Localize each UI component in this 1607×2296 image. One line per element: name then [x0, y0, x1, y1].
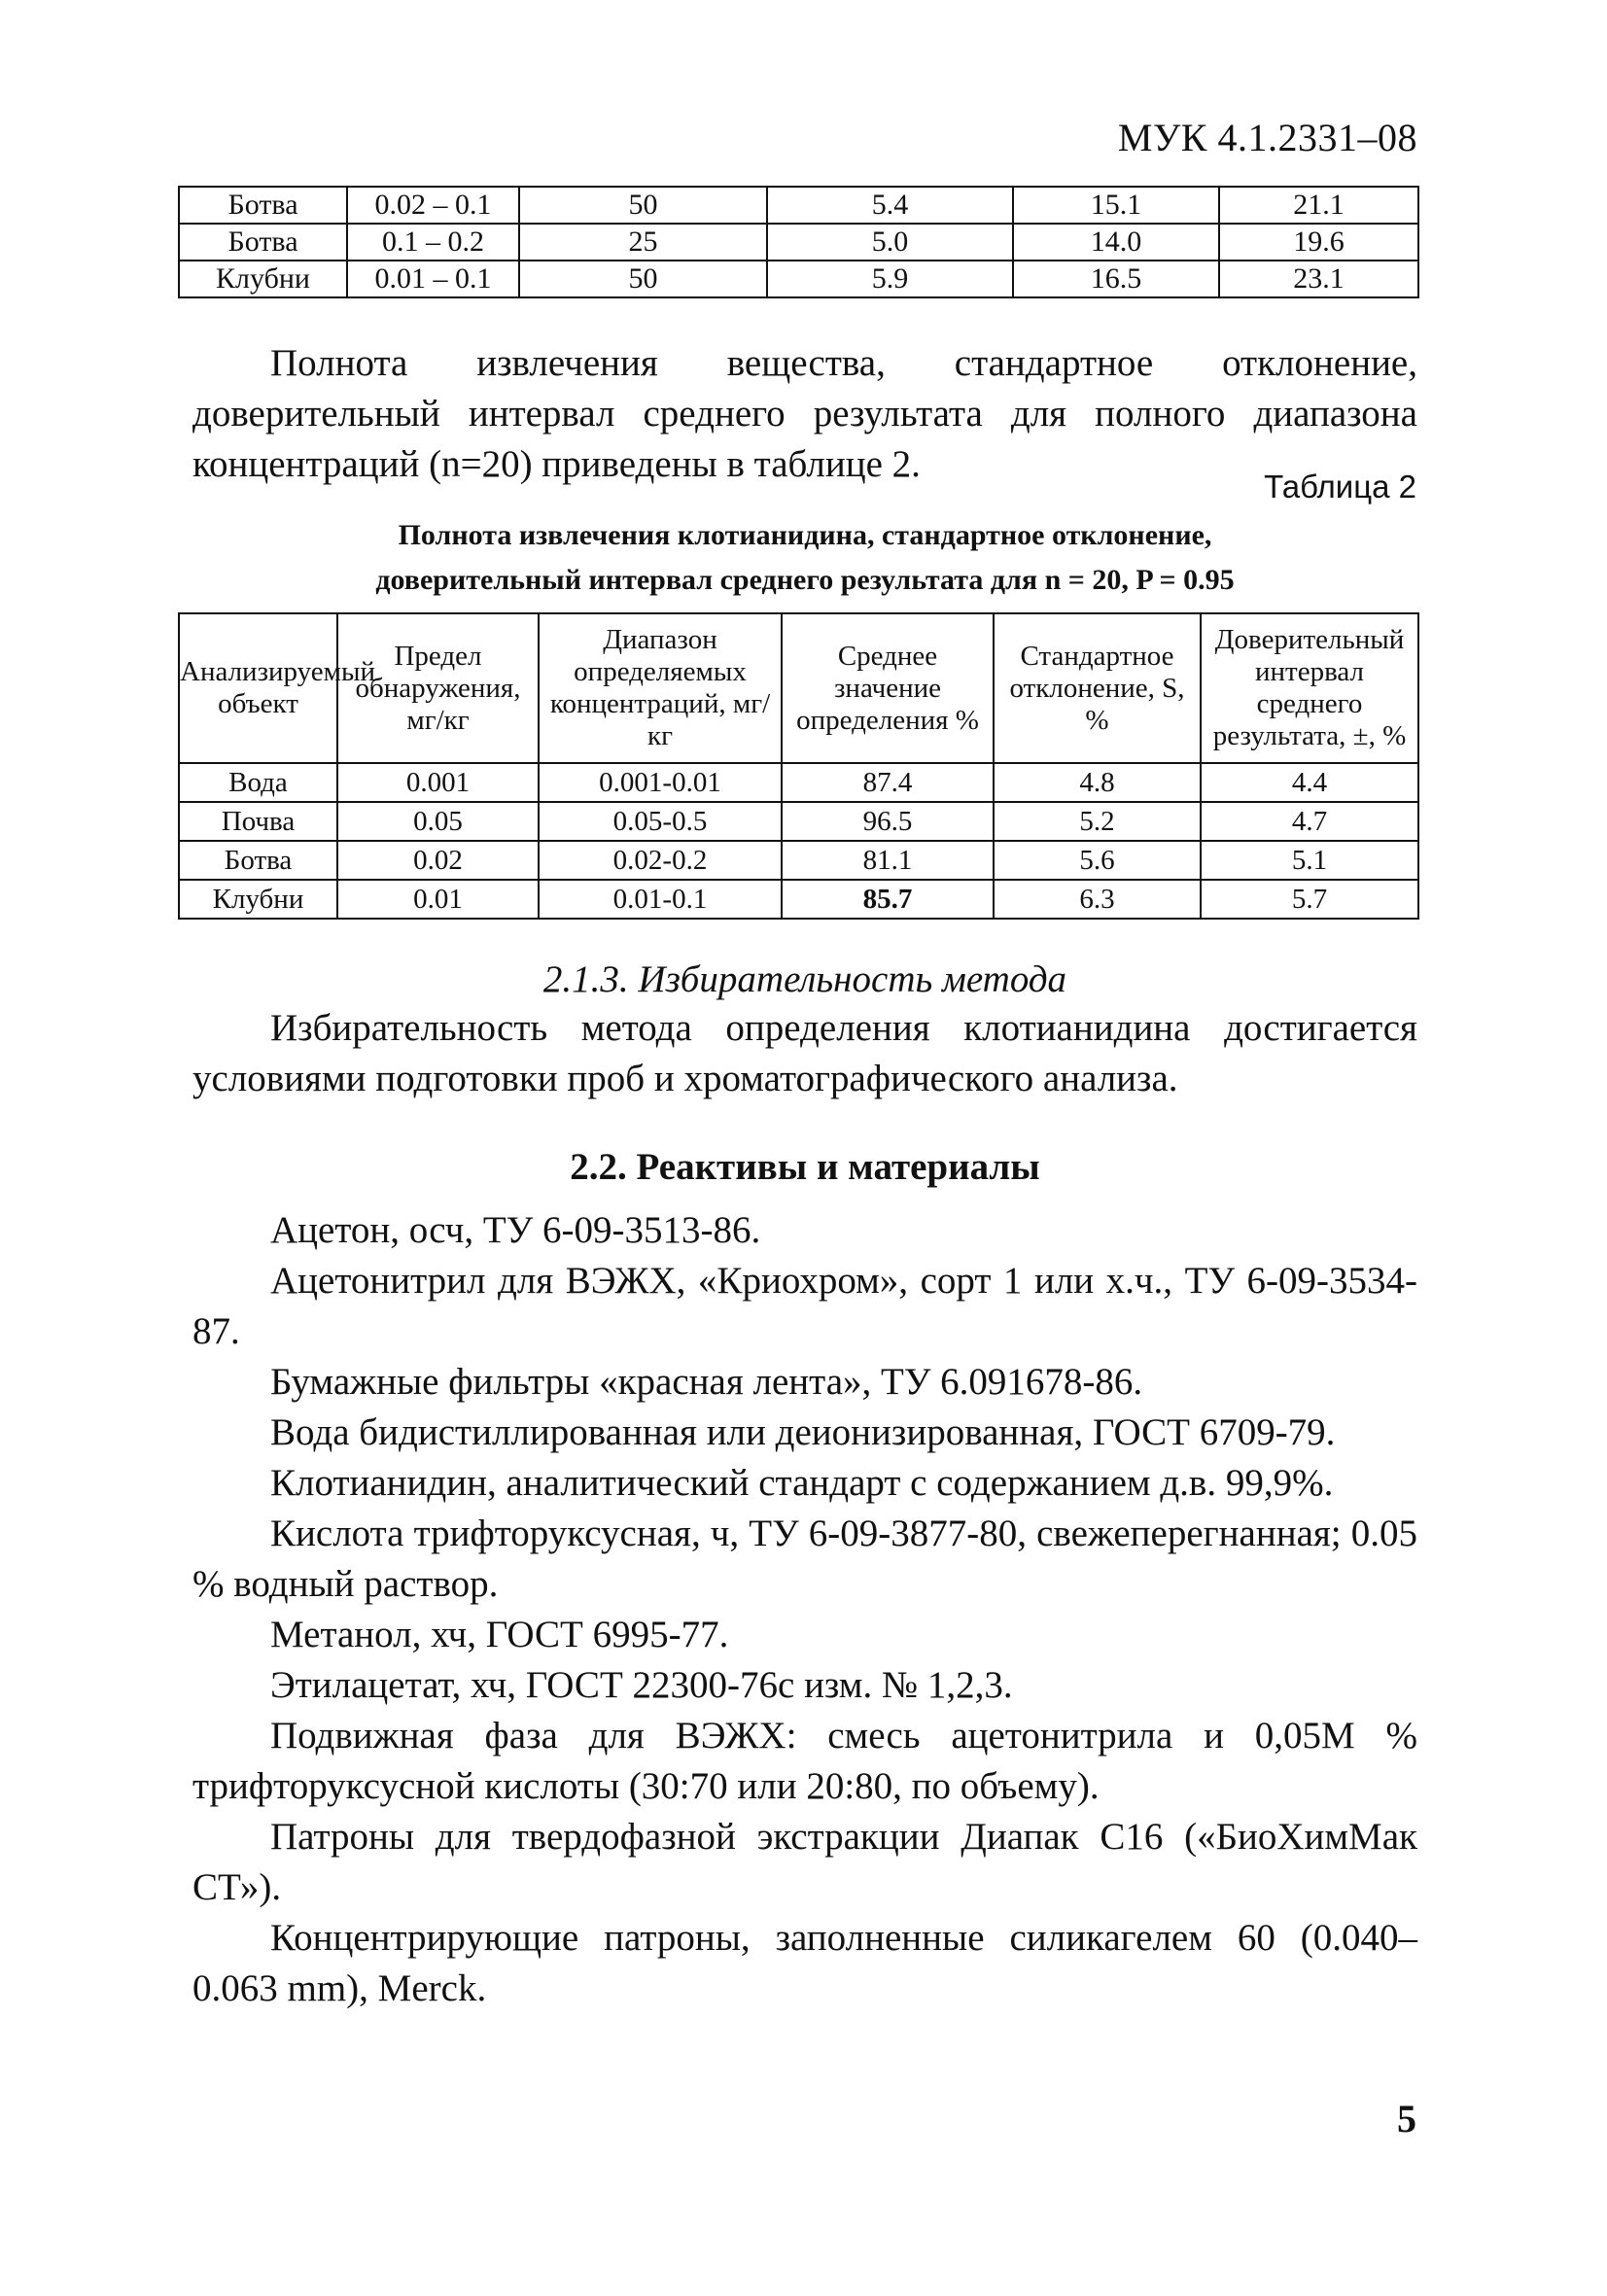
table-row	[179, 224, 1418, 261]
table-cell: 0.1 – 0.2	[347, 224, 519, 261]
list-item: Метанол, хч, ГОСТ 6995-77.	[270, 1614, 729, 1655]
page-number: 5	[1397, 2097, 1416, 2140]
table-cell: 0.01	[337, 880, 539, 919]
table-cell: Клубни	[179, 261, 347, 297]
table-cell: 5.2	[994, 802, 1201, 841]
table-row	[179, 880, 1418, 919]
table-cell: 6.3	[994, 880, 1201, 919]
table-cell: 4.4	[1201, 763, 1418, 802]
table-cell: 5.1	[1201, 841, 1418, 880]
table-caption-line: Полнота извлечения клотианидина, стандартное отклонение,	[398, 519, 1212, 551]
reagents-list	[192, 1205, 1417, 2014]
table-cell: 0.05-0.5	[539, 802, 782, 841]
table-cell: 23.1	[1219, 261, 1418, 297]
table-cell: 21.1	[1219, 187, 1418, 224]
table-cell: Почва	[179, 802, 337, 841]
list-item: Патроны для твердофазной экстракции Диапак С16 («БиоХимМак СТ»).	[192, 1816, 1417, 1908]
table-cell: 5.6	[994, 841, 1201, 880]
table-cell: 14.0	[1013, 224, 1219, 261]
continuation-table	[178, 186, 1419, 298]
table-row	[179, 802, 1418, 841]
recovery-table	[178, 612, 1419, 920]
table-cell: 85.7	[782, 880, 994, 919]
table-cell: 0.001	[337, 763, 539, 802]
table-cell: 5.4	[767, 187, 1013, 224]
table-cell: Клубни	[179, 880, 337, 919]
list-item: Этилацетат, хч, ГОСТ 22300-76с изм. № 1,2,3.	[270, 1664, 1013, 1706]
table-cell: 0.02 – 0.1	[347, 187, 519, 224]
table-row	[179, 763, 1418, 802]
table-cell: 5.0	[767, 224, 1013, 261]
list-item: Вода бидистиллированная или деионизированная, ГОСТ 6709-79.	[270, 1411, 1336, 1453]
list-item: Бумажные фильтры «красная лента», ТУ 6.091678-86.	[270, 1361, 1143, 1403]
column-header: Диапазон определяемых концентраций, мг/кг	[539, 613, 782, 763]
table-cell: Ботва	[179, 841, 337, 880]
table-cell: 16.5	[1013, 261, 1219, 297]
table-caption-line: доверительный интервал среднего результата для n = 20, P = 0.95	[375, 564, 1235, 596]
column-header: Стандартное отклонение, S, %	[994, 613, 1201, 763]
table-cell: 25	[519, 224, 767, 261]
table-cell: 4.8	[994, 763, 1201, 802]
table-cell: 5.9	[767, 261, 1013, 297]
column-header: Среднее значение определения %	[782, 613, 994, 763]
table-caption	[192, 513, 1417, 603]
table-cell: 87.4	[782, 763, 994, 802]
column-header: Предел обнаружения, мг/кг	[337, 613, 539, 763]
table-cell: 0.02	[337, 841, 539, 880]
list-item: Концентрирующие патроны, заполненные силикагелем 60 (0.040–0.063 mm), Merck.	[192, 1917, 1417, 2009]
table-row	[179, 187, 1418, 224]
list-item: Кислота трифторуксусная, ч, ТУ 6-09-3877-80, свежеперегнанная; 0.05 % водный раствор.	[192, 1513, 1417, 1605]
table-cell: 96.5	[782, 802, 994, 841]
table-row	[179, 261, 1418, 297]
table-header-row	[179, 613, 1418, 763]
table-cell: Ботва	[179, 224, 347, 261]
section-heading-selectivity: 2.1.3. Избирательность метода	[542, 958, 1067, 1000]
document-code-header: МУК 4.1.2331–08	[1117, 116, 1417, 159]
list-item: Ацетонитрил для ВЭЖХ, «Криохром», сорт 1 или х.ч., ТУ 6-09-3534-87.	[192, 1260, 1417, 1352]
table-cell: 4.7	[1201, 802, 1418, 841]
list-item: Подвижная фаза для ВЭЖХ: смесь ацетонитрила и 0,05М % трифторуксусной кислоты (30:70 или 20:80, по объему).	[192, 1715, 1417, 1807]
table-cell: 15.1	[1013, 187, 1219, 224]
column-header: Доверительный интервал среднего результата, ±, %	[1201, 613, 1418, 763]
selectivity-paragraph: Избирательность метода определения клотианидина достигается условиями подготовки проб и хроматографического анализа.	[192, 1007, 1417, 1099]
table-cell: 5.7	[1201, 880, 1418, 919]
intro-paragraph: Полнота извлечения вещества, стандартное отклонение, доверительный интервал среднего результата для полного диапазона концентраций (n=20) приведены в таблице 2.	[192, 342, 1417, 485]
table-cell: 19.6	[1219, 224, 1418, 261]
table-cell: Ботва	[179, 187, 347, 224]
table-cell: 0.001-0.01	[539, 763, 782, 802]
list-item: Ацетон, осч, ТУ 6-09-3513-86.	[270, 1209, 761, 1251]
table-cell: 50	[519, 261, 767, 297]
table-cell: 0.01 – 0.1	[347, 261, 519, 297]
table-cell: 0.01-0.1	[539, 880, 782, 919]
table-cell: 0.02-0.2	[539, 841, 782, 880]
list-item: Клотианидин, аналитический стандарт с содержанием д.в. 99,9%.	[270, 1462, 1334, 1504]
table-cell: 81.1	[782, 841, 994, 880]
table-cell: Вода	[179, 763, 337, 802]
table-cell: 0.05	[337, 802, 539, 841]
table-cell: 50	[519, 187, 767, 224]
column-header: Анализируемый объект	[179, 613, 337, 763]
section-heading-reagents: 2.2. Реактивы и материалы	[570, 1146, 1040, 1188]
table-row	[179, 841, 1418, 880]
table-label: Таблица 2	[1264, 469, 1416, 504]
